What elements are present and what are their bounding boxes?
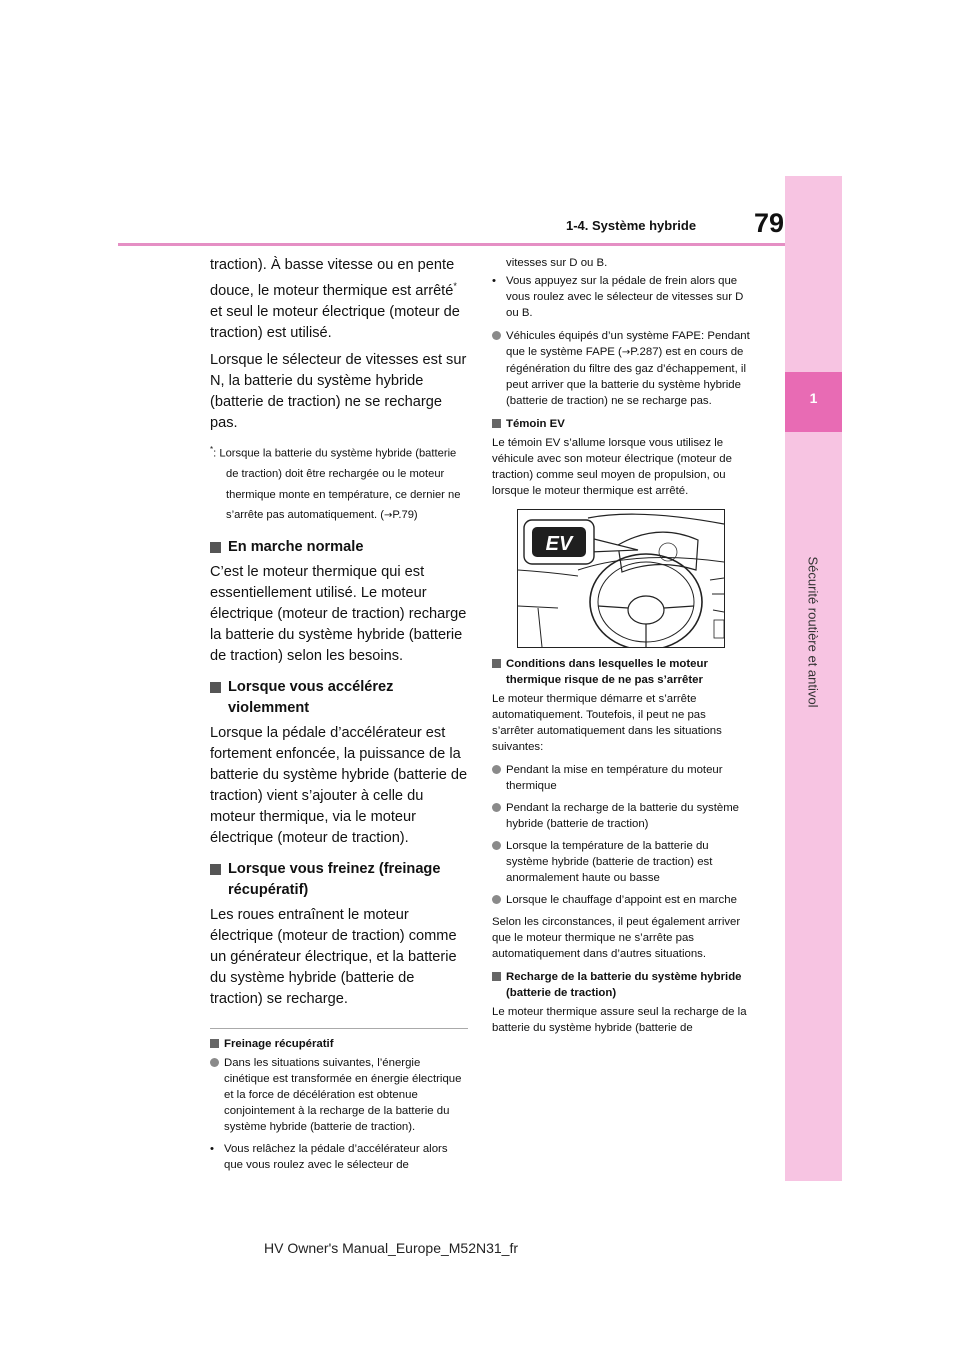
footnote: *: Lorsque la batterie du système hybride (batterie de traction) doit être rechargée ou le moteur thermique monte en température, ce dernier ne s’arrête pas automatiquement. (→P.79) xyxy=(210,444,461,522)
heading-hard-acceleration: Lorsque vous accélérez violemment xyxy=(210,677,468,719)
heading-ev-indicator: Témoin EV xyxy=(492,416,750,432)
bullet-item: Pendant la mise en température du moteur thermique xyxy=(492,762,750,794)
paragraph: Le moteur thermique démarre et s’arrête automatiquement. Toutefois, il peut ne pas s’arrêter automatiquement dans les situations suivantes: xyxy=(492,693,722,753)
bullet-item: Véhicules équipés d’un système FAPE: Pendant que le système FAPE (→P.287) est en cours de régénération du filtre des gaz d’échappement, il peut arriver que la batterie du système hybride (batterie de traction) ne se recharge pas. xyxy=(492,328,750,409)
paragraph: Selon les circonstances, il peut également arriver que le moteur thermique ne s’arrête pas automatiquement dans d’autres situations. xyxy=(492,916,741,960)
header-rule xyxy=(118,243,785,246)
heading-normal-driving: En marche normale xyxy=(210,537,468,558)
paragraph: traction). À basse vitesse ou en pente douce, le moteur thermique est arrêté* et seul le moteur électrique (moteur de traction) est utilisé. xyxy=(210,257,460,341)
page-number: 79 xyxy=(754,208,785,238)
dash-item: • Vous appuyez sur la pédale de frein alors que vous roulez avec le sélecteur de vitesses sur D ou B. xyxy=(492,273,750,321)
paragraph: Le moteur thermique assure seul la recharge de la batterie du système hybride (batterie de xyxy=(492,1006,747,1034)
paragraph: Lorsque le sélecteur de vitesses est sur N, la batterie du système hybride (batterie de traction) ne se recharge pas. xyxy=(210,351,467,431)
bullet-item: Lorsque le chauffage d’appoint est en marche xyxy=(492,892,750,908)
heading-braking: Lorsque vous freinez (freinage récupératif) xyxy=(210,859,468,901)
section-title: 1-4. Système hybride xyxy=(566,218,697,233)
divider xyxy=(210,1028,468,1029)
heading-battery-recharge: Recharge de la batterie du système hybride (batterie de traction) xyxy=(492,969,750,1001)
ev-indicator-illustration xyxy=(517,509,725,648)
chapter-number: 1 xyxy=(809,390,818,406)
footer-manual-id: HV Owner's Manual_Europe_M52N31_fr xyxy=(264,1240,519,1256)
heading-regenerative-braking: Freinage récupératif xyxy=(210,1036,468,1052)
paragraph: Le témoin EV s’allume lorsque vous utilisez le véhicule avec son moteur électrique (moteur de traction) comme seul moyen de propulsion, ou lorsque le moteur thermique est arrêté. xyxy=(492,437,732,497)
dash-item: • Vous relâchez la pédale d’accélérateur alors que vous roulez avec le sélecteur de xyxy=(210,1141,468,1173)
bullet-item: Lorsque la température de la batterie du système hybride (batterie de traction) est anormalement haute ou basse xyxy=(492,838,750,886)
page-reference-link[interactable]: P.287) est en cours de régénération du filtre des gaz d’échappement, il peut arriver que la batterie du système hybride (batterie de traction) ne se recharge pas. xyxy=(506,346,746,407)
dash-item-continued: vitesses sur D ou B. xyxy=(506,257,608,269)
bullet-item: Pendant la recharge de la batterie du système hybride (batterie de traction) xyxy=(492,800,750,832)
right-column xyxy=(492,255,750,1043)
page-reference-link[interactable]: P.79) xyxy=(392,509,418,522)
paragraph: C’est le moteur thermique qui est essentiellement utilisé. Le moteur électrique (moteur de traction) recharge la batterie du système hybride (batterie de traction) selon les besoins. xyxy=(210,563,467,664)
paragraph: Lorsque la pédale d’accélérateur est fortement enfoncée, la puissance de la batterie du système hybride (batterie de traction) vient s’ajouter à celle du moteur thermique, via le moteur électrique (moteur de traction). xyxy=(210,724,468,846)
chapter-title: Sécurité routière et antivol xyxy=(805,556,821,708)
heading-engine-stop-conditions: Conditions dans lesquelles le moteur thermique risque de ne pas s’arrêter xyxy=(492,656,750,688)
arrow-icon: → xyxy=(621,347,631,358)
arrow-icon: → xyxy=(383,510,393,522)
bullet-item: Dans les situations suivantes, l’énergie cinétique est transformée en énergie électrique et la force de décélération est obtenue conjointement à la recharge de la batterie du système hybride (batterie de traction). xyxy=(210,1055,468,1135)
left-column xyxy=(210,255,468,1175)
paragraph: Les roues entraînent le moteur électrique (moteur de traction) comme un générateur électrique, et la batterie du système hybride (batterie de traction) se recharge. xyxy=(210,906,457,1007)
dashboard-drawing xyxy=(518,510,724,647)
ev-badge-label: EV xyxy=(545,533,573,555)
